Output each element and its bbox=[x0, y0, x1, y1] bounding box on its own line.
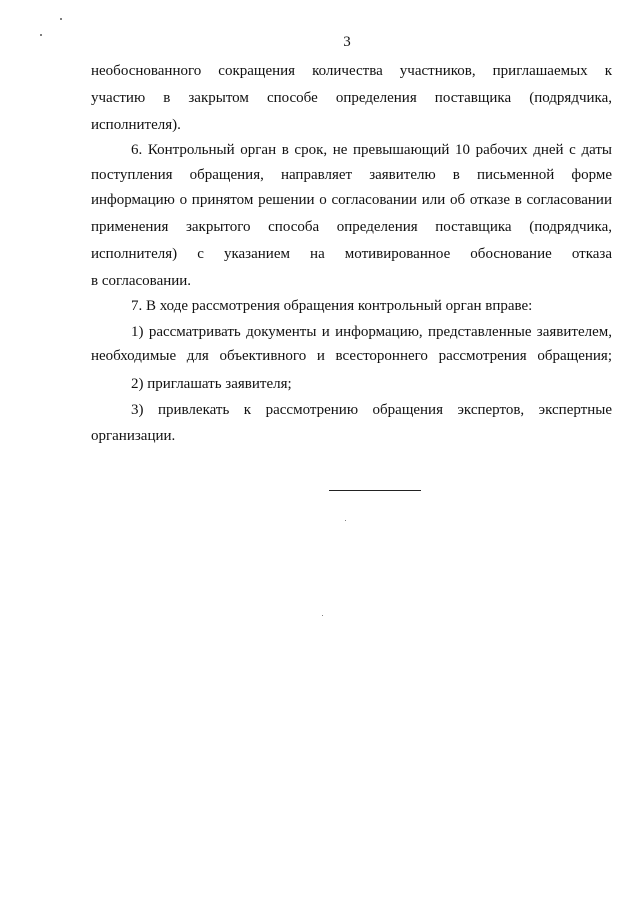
text-line: 7. В ходе рассмотрения обращения контрольный орган вправе: bbox=[131, 298, 533, 314]
text-line: 1) рассматривать документы и информацию, представленные заявителем, bbox=[131, 324, 612, 340]
text-line: необоснованного сокращения количества участников, приглашаемых к bbox=[91, 63, 612, 79]
text-line: необходимые для объективного и всестороннего рассмотрения обращения; bbox=[91, 348, 612, 364]
text-line: организации. bbox=[91, 428, 176, 444]
text-line: применения закрытого способа определения поставщика (подрядчика, bbox=[91, 219, 612, 235]
text-line: в согласовании. bbox=[91, 273, 192, 289]
text-line: исполнителя). bbox=[91, 117, 181, 133]
scan-speck bbox=[60, 18, 62, 20]
text-line: 2) приглашать заявителя; bbox=[131, 376, 292, 392]
text-line: исполнителя) с указанием на мотивированное обоснование отказа bbox=[91, 246, 612, 262]
text-line: 6. Контрольный орган в срок, не превышающий 10 рабочих дней с даты bbox=[131, 142, 612, 158]
scan-speck bbox=[322, 615, 323, 616]
scan-speck bbox=[345, 520, 346, 521]
text-line: участию в закрытом способе определения поставщика (подрядчика, bbox=[91, 90, 612, 106]
page-number: 3 bbox=[343, 34, 351, 50]
text-line: поступления обращения, направляет заявителю в письменной форме bbox=[91, 167, 612, 183]
text-line: информацию о принятом решении о согласовании или об отказе в согласовании bbox=[91, 192, 612, 208]
end-separator bbox=[329, 490, 421, 491]
text-line: 3) привлекать к рассмотрению обращения экспертов, экспертные bbox=[131, 402, 612, 418]
